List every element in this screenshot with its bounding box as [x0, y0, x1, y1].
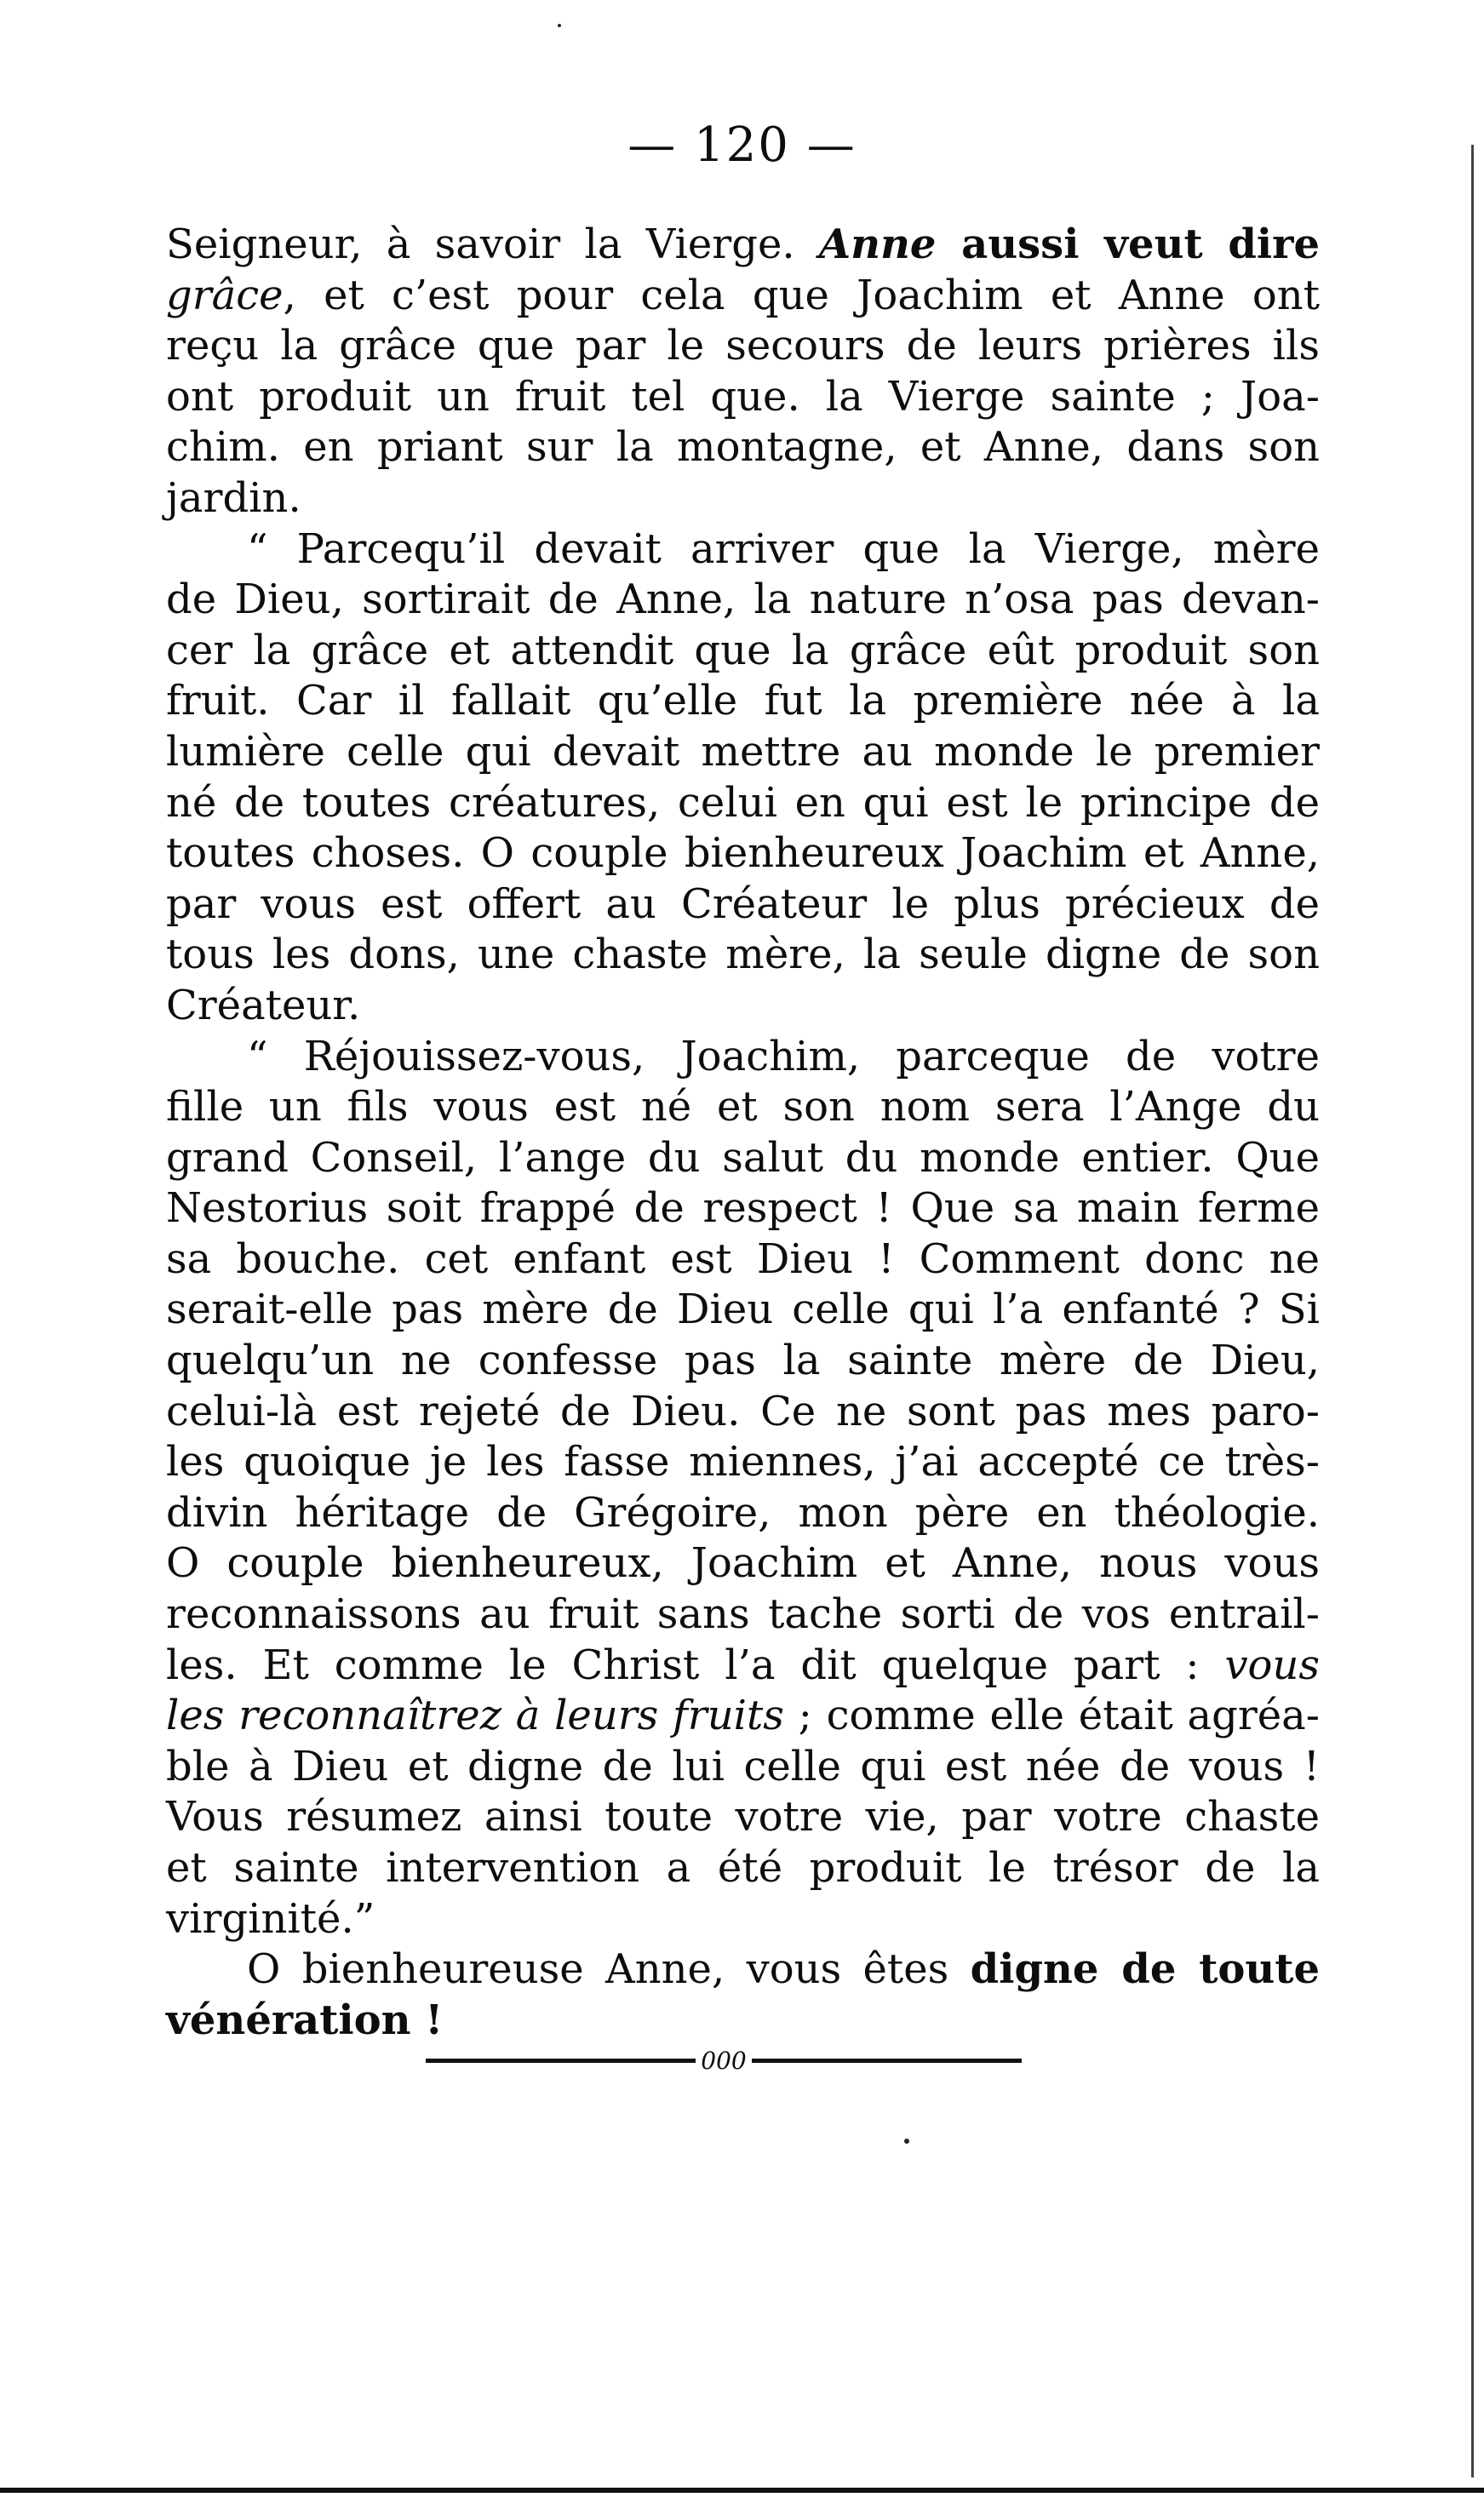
- text-line: [166, 1082, 1320, 1133]
- text-run: fruit. Car il fallait qu’elle fut la première née à la: [166, 677, 1320, 725]
- text-run: de Dieu, sortirait de Anne, la nature n’osa pas devan-: [166, 576, 1320, 624]
- text-line: [166, 676, 1320, 727]
- text-line: [166, 271, 1320, 322]
- ornament-rule-right: [752, 2059, 1022, 2063]
- text-line: [166, 1742, 1320, 1793]
- text-line: [166, 1133, 1320, 1184]
- text-run: , et c’est pour cela que Joachim et Anne ont: [283, 271, 1320, 319]
- text-run: lumière celle qui devait mettre au monde le premier: [166, 727, 1320, 776]
- text-line: [166, 1843, 1320, 1894]
- text-line: [166, 1894, 1320, 1945]
- text-line: [166, 1183, 1320, 1234]
- paragraph: [166, 524, 1320, 1032]
- text-line: [166, 1285, 1320, 1336]
- text-line: [166, 727, 1320, 778]
- text-line: [166, 1641, 1320, 1692]
- text-run: reconnaissons au fruit sans tache sorti de vos entrail-: [166, 1590, 1320, 1639]
- text-line: [166, 524, 1320, 576]
- text-line: [166, 1336, 1320, 1387]
- text-run: cer la grâce et attendit que la grâce eût produit son: [166, 626, 1320, 674]
- text-run: les reconnaîtrez à leurs fruits: [166, 1692, 784, 1740]
- text-run: digne de toute: [970, 1945, 1320, 1994]
- ornament-mark: 000: [701, 2046, 747, 2075]
- text-line: [166, 828, 1320, 879]
- text-run: Créateur.: [166, 981, 361, 1029]
- text-line: [166, 1792, 1320, 1843]
- text-run: virginité.”: [166, 1894, 375, 1943]
- ink-speck: [558, 24, 561, 27]
- text-run: Seigneur, à savoir la Vierge.: [166, 221, 819, 268]
- text-line: [166, 1032, 1320, 1083]
- text-line: [166, 220, 1320, 271]
- end-ornament: [426, 2046, 1022, 2075]
- text-line: [166, 321, 1320, 372]
- text-run: serait-elle pas mère de Dieu celle qui l’a enfanté ? Si: [166, 1286, 1320, 1334]
- text-line: [166, 981, 1320, 1032]
- text-line: [166, 1488, 1320, 1539]
- paragraph: [166, 220, 1320, 524]
- page-number: — 120 —: [627, 117, 857, 173]
- text-run: vous: [1224, 1641, 1320, 1689]
- text-run: vénération !: [166, 1996, 444, 2044]
- text-run: divin héritage de Grégoire, mon père en théologie.: [166, 1488, 1320, 1537]
- text-run: quelqu’un ne confesse pas la sainte mère de Dieu,: [166, 1337, 1320, 1385]
- text-run: par vous est offert au Créateur le plus précieux de: [166, 879, 1320, 928]
- text-run: sa bouche. cet enfant est Dieu ! Comment donc ne: [166, 1234, 1320, 1283]
- text-line: [166, 372, 1320, 423]
- text-line: [166, 879, 1320, 931]
- text-run: O couple bienheureux, Joachim et Anne, nous vous: [166, 1539, 1320, 1588]
- ink-speck: [904, 2139, 909, 2144]
- text-run: “ Réjouissez-vous, Joachim, parceque de votre: [247, 1032, 1320, 1080]
- text-run: né de toutes créatures, celui en qui est le principe de: [166, 778, 1320, 827]
- text-run: grâce: [166, 271, 284, 319]
- text-run: Vous résumez ainsi toute votre vie, par votre chaste: [166, 1793, 1320, 1841]
- bottom-border-line: [0, 2488, 1484, 2493]
- text-run: ont produit un fruit tel que. la Vierge sainte ; Joa-: [166, 372, 1320, 421]
- page-edge-line: [1471, 145, 1474, 2477]
- text-line: [166, 1996, 1320, 2047]
- paragraph: [166, 1945, 1320, 2046]
- text-run: celui-là est rejeté de Dieu. Ce ne sont pas mes paro-: [166, 1387, 1320, 1435]
- text-line: [166, 1234, 1320, 1286]
- text-run: fille un fils vous est né et son nom sera l’Ange du: [166, 1083, 1320, 1131]
- text-run: “ Parcequ’il devait arriver que la Vierge, mère: [247, 524, 1320, 573]
- text-line: [166, 778, 1320, 829]
- text-line: [166, 930, 1320, 981]
- text-run: ; comme elle était agréa-: [783, 1692, 1321, 1740]
- text-run: Nestorius soit frappé de respect ! Que sa main ferme: [166, 1184, 1320, 1233]
- text-run: les quoique je les fasse miennes, j’ai accepté ce très-: [166, 1438, 1320, 1486]
- text-run: ble à Dieu et digne de lui celle qui est née de vous !: [166, 1742, 1320, 1790]
- text-run: les. Et comme le Christ l’a dit quelque part :: [166, 1641, 1225, 1689]
- text-line: [166, 473, 1320, 524]
- text-run: reçu la grâce que par le secours de leurs prières ils: [166, 322, 1320, 370]
- text-run: aussi veut dire: [936, 221, 1320, 268]
- text-line: [166, 1589, 1320, 1641]
- text-line: [166, 1437, 1320, 1488]
- paragraph: [166, 1032, 1320, 1945]
- text-line: [166, 575, 1320, 626]
- text-run: et sainte intervention a été produit le trésor de la: [166, 1844, 1320, 1892]
- body-text: [166, 220, 1320, 2046]
- text-run: toutes choses. O couple bienheureux Joachim et Anne,: [166, 829, 1320, 878]
- text-run: jardin.: [166, 473, 301, 522]
- text-line: [166, 1945, 1320, 1996]
- text-line: [166, 1387, 1320, 1438]
- text-line: [166, 626, 1320, 677]
- text-line: [166, 1691, 1320, 1742]
- ornament-rule-left: [426, 2059, 696, 2063]
- text-run: O bienheureuse Anne, vous êtes: [247, 1945, 971, 1994]
- text-run: grand Conseil, l’ange du salut du monde entier. Que: [166, 1133, 1320, 1182]
- text-line: [166, 1538, 1320, 1589]
- text-line: [166, 422, 1320, 473]
- text-run: tous les dons, une chaste mère, la seule digne de son: [166, 931, 1320, 979]
- text-run: Anne: [818, 221, 937, 268]
- text-run: chim. en priant sur la montagne, et Anne, dans son: [166, 423, 1320, 472]
